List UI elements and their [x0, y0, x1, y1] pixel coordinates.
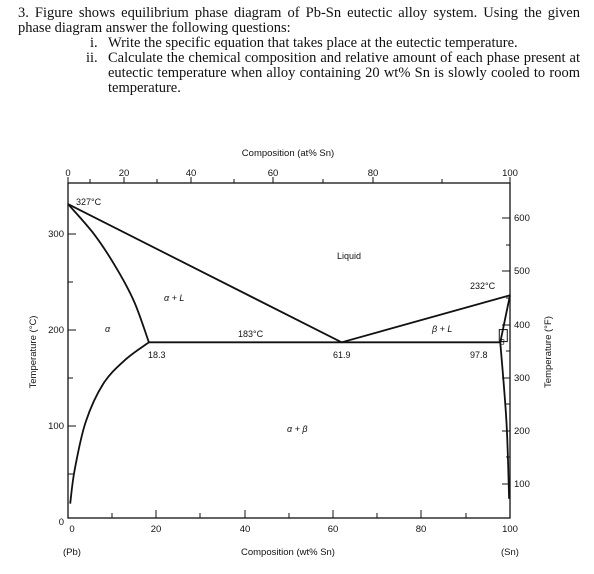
part-text: Write the specific equation that takes place at the eutectic temperature. [108, 35, 518, 51]
top-axis [65, 168, 518, 183]
beta-solidus-line [500, 295, 510, 342]
left-tick-label: 200 [48, 325, 64, 336]
alpha-limit-label: 18.3 [148, 350, 166, 360]
pb-label: (Pb) [63, 547, 81, 558]
part-text: Calculate the chemical composition and relative amount of each phase present at eutectic temperature when alloy containing 20 wt% Sn is slowly cooled to room temperature. [108, 50, 580, 96]
right-tick-label: 400 [514, 320, 530, 331]
right-tick-label: 300 [514, 373, 530, 384]
bottom-tick-label: 0 [69, 524, 75, 535]
sn-label: (Sn) [501, 547, 519, 558]
liquidus-line [68, 204, 510, 342]
right-tick-label: 100 [514, 479, 530, 490]
eutectic-comp-label: 61.9 [333, 350, 351, 360]
alpha-region-label: α [105, 324, 111, 334]
right-axis [502, 213, 530, 490]
bottom-tick-label: 100 [502, 524, 518, 535]
right-tick-label: 600 [514, 213, 530, 224]
right-tick-label: 200 [514, 426, 530, 437]
pb-melting-label: 327°C [76, 197, 102, 207]
beta-liquid-region-label: β + L [432, 324, 453, 334]
plot-frame [68, 183, 510, 518]
beta-limit-label: 97.8 [470, 350, 488, 360]
top-tick-label: 100 [502, 168, 518, 179]
top-tick-label: 20 [118, 168, 130, 179]
alpha-solvus-curve [70, 342, 149, 503]
liquid-region-label: Liquid [337, 251, 362, 261]
top-tick-label: 60 [267, 168, 279, 179]
top-tick-label: 80 [367, 168, 379, 179]
beta-region-label: β [500, 338, 505, 347]
bottom-axis-title: Composition (wt% Sn) [241, 547, 335, 558]
bottom-tick-label: 40 [239, 524, 251, 535]
sn-melting-label: 232°C [470, 281, 496, 291]
left-axis-title: Temperature (°C) [28, 315, 39, 389]
question-intro: 3. Figure shows equilibrium phase diagram of Pb-Sn eutectic alloy system. Using the given phase diagram answer the following questions: [18, 5, 580, 36]
alpha-liquid-region-label: α + L [164, 293, 185, 303]
alpha-beta-region-label: α + β [287, 424, 308, 434]
beta-solvus-curve [500, 342, 509, 498]
bottom-tick-label: 20 [150, 524, 162, 535]
part-number: ii. [86, 50, 98, 66]
eutectic-temp-label: 183°C [238, 329, 264, 339]
right-tick-label: 500 [514, 266, 530, 277]
top-tick-label: 40 [185, 168, 197, 179]
bottom-tick-label: 60 [327, 524, 339, 535]
left-tick-label: 100 [48, 421, 64, 432]
part-number: i. [90, 35, 98, 51]
top-axis-title: Composition (at% Sn) [241, 148, 335, 159]
top-tick-label: 0 [65, 168, 71, 179]
phase-boundaries [68, 204, 510, 504]
left-tick-label: 0 [58, 517, 64, 528]
bottom-tick-label: 80 [415, 524, 427, 535]
left-tick-label: 300 [48, 229, 64, 240]
right-axis-title: Temperature (°F) [543, 316, 554, 388]
